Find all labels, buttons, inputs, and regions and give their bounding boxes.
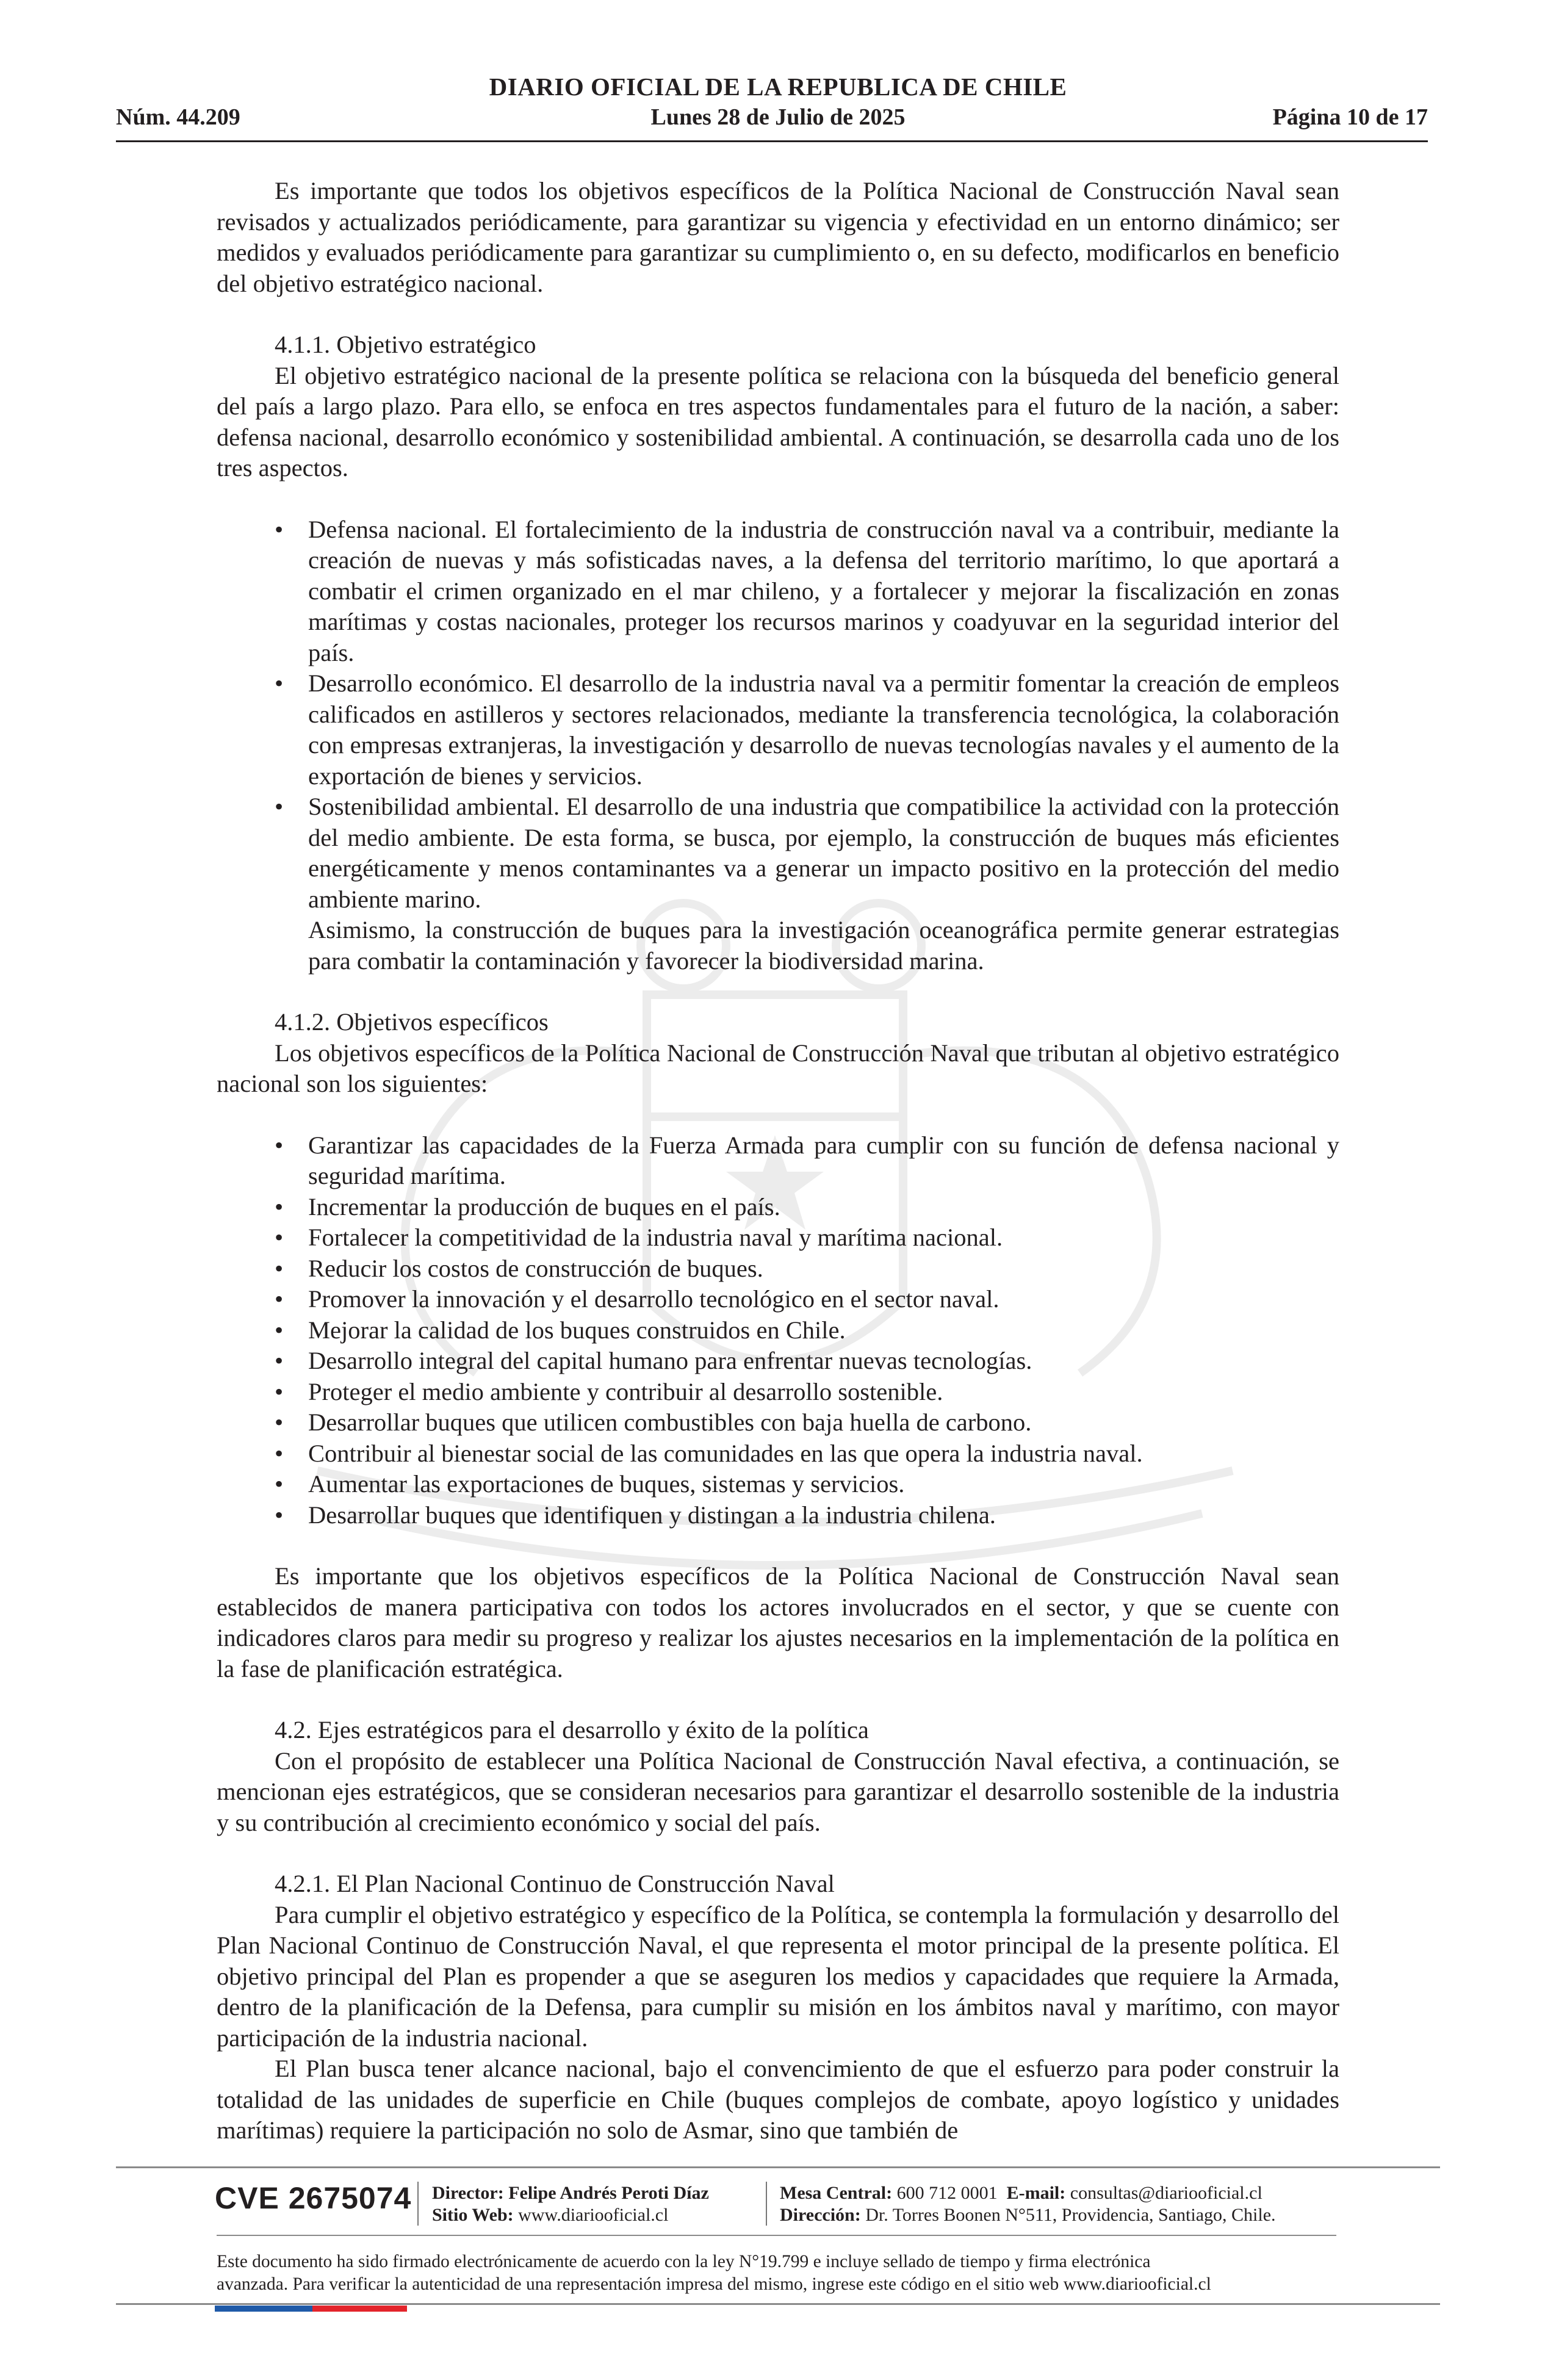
list-item-text: Garantizar las capacidades de la Fuerza Armada para cumplir con su función de defensa nacional y seguridad marítima. (308, 1131, 1339, 1189)
document-body (217, 176, 1339, 2146)
footer-divider (116, 2303, 1440, 2305)
list-item: • Desarrollar buques que utilicen combustibles con baja huella de carbono. (275, 1408, 1032, 1436)
address-value: Dr. Torres Boonen N°511, Providencia, Santiago, Chile. (865, 2205, 1276, 2225)
section-4-1-2-heading: 4.1.2. Objetivos específicos (275, 1008, 549, 1036)
list-item: • Proteger el medio ambiente y contribuir al desarrollo sostenible. (275, 1377, 943, 1405)
signature-notice (217, 2251, 1339, 2296)
list-item-text: Incrementar la producción de buques en el país. (308, 1192, 780, 1221)
email-label: E-mail: (1006, 2183, 1066, 2203)
section-4-1-1-paragraph: El objetivo estratégico nacional de la presente política se relaciona con la búsqueda del beneficio general del país a largo plazo. Para ello, se enfoca en tres aspectos fundamentales para el futuro de la nación, a saber: defensa nacional, desarrollo económico y sostenibilidad ambiental. A continuación, se desarrolla cada uno de los tres aspectos. (217, 361, 1339, 481)
gazette-title: DIARIO OFICIAL DE LA REPUBLICA DE CHILE (489, 73, 1067, 101)
list-item-text: Sostenibilidad ambiental. El desarrollo de una industria que compatibilice la actividad con la protección del medio ambiente. De esta forma, se busca, por ejemplo, la construcción de buques más eficientes energéticamente y menos contaminantes va a generar un impacto positivo en la protección del medio ambiente marino. (308, 793, 1339, 913)
list-item-text: Mejorar la calidad de los buques construidos en Chile. (308, 1316, 846, 1344)
address-label: Dirección: (780, 2205, 861, 2225)
list-item: • Defensa nacional. El fortalecimiento de la industria de construcción naval va a contribuir, mediante la creación de nuevas y más sofisticadas naves, a la defensa del territorio marítimo, lo que aportará a combatir el crimen organizado en el mar chileno, y a fortalecer y mejorar la fiscalización en zonas marítimas y costas nacionales, proteger los recursos marinos y coadyuvar en la seguridad interior del país. (275, 515, 1339, 666)
director-label: Director: (432, 2183, 504, 2203)
list-item: • Aumentar las exportaciones de buques, sistemas y servicios. (275, 1470, 905, 1498)
list-item: • Incrementar la producción de buques en el país. (275, 1192, 780, 1221)
section-4-1-1-heading: 4.1.1. Objetivo estratégico (275, 331, 536, 358)
list-item-text: Proteger el medio ambiente y contribuir al desarrollo sostenible. (308, 1377, 943, 1405)
specific-objectives-list (217, 1130, 1339, 1531)
list-item: • Desarrollo económico. El desarrollo de la industria naval va a permitir fomentar la creación de empleos calificados en astilleros y sectores relacionados, mediante la transferencia tecnológica, la colaboración con empresas extranjeras, la investigación y desarrollo de nuevas tecnologías navales y el aumento de la exportación de bienes y servicios. (275, 669, 1339, 790)
website-link[interactable]: www.diariooficial.cl (518, 2205, 669, 2225)
list-item: • Sostenibilidad ambiental. El desarrollo de una industria que compatibilice la actividad con la protección del medio ambiente. De esta forma, se busca, por ejemplo, la construcción de buques más eficientes energéticamente y menos contaminantes va a generar un impacto positivo en la protección del medio ambiente marino. (275, 793, 1339, 913)
signature-notice-line: avanzada. Para verificar la autenticidad de una representación impresa del mismo, ingrese este código en el sitio web www.diariooficial.cl (217, 2274, 1211, 2294)
list-item-text: Defensa nacional. El fortalecimiento de la industria de construcción naval va a contribuir, mediante la creación de nuevas y más sofisticadas naves, a la defensa del territorio marítimo, lo que aportará a combatir el crimen organizado en el mar chileno, y a fortalecer y mejorar la fiscalización en zonas marítimas y costas nacionales, proteger los recursos marinos y coadyuvar en la seguridad interior del país. (308, 515, 1339, 666)
list-item: • Promover la innovación y el desarrollo tecnológico en el sector naval. (275, 1285, 1000, 1313)
section-4-2-1-paragraph-1: Para cumplir el objetivo estratégico y específico de la Política, se contempla la formulación y desarrollo del Plan Nacional Continuo de Construcción Naval, el que representa el motor principal de la presente política. El objetivo principal del Plan es propender a que se aseguren los medios y capacidades que requiere la Armada, dentro de la planificación de la Defensa, para cumplir su misión en los ámbitos naval y marítimo, con mayor participación de la industria nacional. (217, 1900, 1339, 2052)
footer-divider (217, 2235, 1336, 2236)
cve-code: CVE 2675074 (215, 2181, 412, 2215)
section-4-2-1-paragraph-2: El Plan busca tener alcance nacional, bajo el convencimiento de que el esfuerzo para poder construir la totalidad de las unidades de superficie en Chile (buques complejos de combate, apoyo logístico y unidades marítimas) requiere la participación no solo de Asmar, sino que también de (217, 2055, 1339, 2144)
strategic-aspects-list (217, 514, 1339, 977)
list-item-text: Desarrollar buques que utilicen combustibles con baja huella de carbono. (308, 1408, 1032, 1436)
website-label: Sitio Web: (432, 2205, 514, 2225)
list-item-text: Aumentar las exportaciones de buques, sistemas y servicios. (308, 1470, 905, 1498)
header-divider (116, 140, 1428, 142)
list-item-text: Reducir los costos de construcción de buques. (308, 1254, 763, 1282)
page-indicator: Página 10 de 17 (1272, 104, 1428, 130)
list-item-text: Fortalecer la competitividad de la industria naval y marítima nacional. (308, 1224, 1003, 1251)
list-item-text: Promover la innovación y el desarrollo tecnológico en el sector naval. (308, 1285, 1000, 1313)
flag-stripe-red (312, 2306, 407, 2312)
list-item: • Mejorar la calidad de los buques construidos en Chile. (275, 1316, 846, 1344)
list-item-continuation (217, 915, 1339, 976)
footer-director-block (432, 2182, 709, 2226)
director-name: Felipe Andrés Peroti Díaz (508, 2183, 709, 2203)
intro-paragraph: Es importante que todos los objetivos específicos de la Política Nacional de Construcción Naval sean revisados y actualizados periódicamente, para garantizar su vigencia y efectividad en un entorno dinámico; ser medidos y evaluados periódicamente para garantizar su cumplimiento o, en su defecto, modificarlos en beneficio del objetivo estratégico nacional. (217, 177, 1339, 297)
email-link[interactable]: consultas@diariooficial.cl (1070, 2183, 1262, 2203)
section-4-2-heading: 4.2. Ejes estratégicos para el desarrollo y éxito de la política (275, 1716, 869, 1744)
footer-divider (116, 2166, 1440, 2168)
section-4-1-2-paragraph: Los objetivos específicos de la Política Nacional de Construcción Naval que tributan al objetivo estratégico nacional son los siguientes: (217, 1039, 1339, 1097)
list-item-text: Contribuir al bienestar social de las comunidades en las que opera la industria naval. (308, 1439, 1143, 1467)
list-item: • Desarrollo integral del capital humano para enfrentar nuevas tecnologías. (275, 1347, 1032, 1374)
issue-date: Lunes 28 de Julio de 2025 (650, 104, 906, 130)
footer-contact-block (780, 2182, 1276, 2226)
list-item-text: Desarrollo integral del capital humano para enfrentar nuevas tecnologías. (308, 1347, 1032, 1374)
issue-number: Núm. 44.209 (116, 104, 240, 130)
list-item: • Desarrollar buques que identifiquen y distingan a la industria chilena. (275, 1501, 996, 1529)
list-item-text: Desarrollo económico. El desarrollo de la industria naval va a permitir fomentar la creación de empleos calificados en astilleros y sectores relacionados, mediante la transferencia tecnológica, la colaboración con empresas extranjeras, la investigación y desarrollo de nuevas tecnologías navales y el aumento de la exportación de bienes y servicios. (308, 669, 1339, 790)
section-4-2-paragraph: Con el propósito de establecer una Política Nacional de Construcción Naval efectiva, a continuación, se mencionan ejes estratégicos, que se consideran necesarios para garantizar el desarrollo sostenible de la industria y su contribución al crecimiento económico y social del país. (217, 1747, 1339, 1836)
phone-label: Mesa Central: (780, 2183, 893, 2203)
section-4-2-1-heading: 4.2.1. El Plan Nacional Continuo de Construcción Naval (275, 1870, 835, 1897)
signature-notice-line: Este documento ha sido firmado electrónicamente de acuerdo con la ley N°19.799 e incluye sellado de tiempo y firma electrónica (217, 2252, 1151, 2271)
objectives-closing-paragraph: Es importante que los objetivos específicos de la Política Nacional de Construcción Naval sean establecidos de manera participativa con todos los actores involucrados en el sector, y que se cuente con indicadores claros para medir su progreso y realizar los ajustes necesarios en la implementación de la política en la fase de planificación estratégica. (217, 1562, 1339, 1682)
flag-stripe-blue (215, 2306, 312, 2312)
list-item-text: Desarrollar buques que identifiquen y distingan a la industria chilena. (308, 1501, 996, 1529)
list-item: • Garantizar las capacidades de la Fuerza Armada para cumplir con su función de defensa nacional y seguridad marítima. (275, 1131, 1339, 1189)
list-item: • Contribuir al bienestar social de las comunidades en las que opera la industria naval. (275, 1439, 1143, 1467)
phone-number: 600 712 0001 (896, 2183, 998, 2203)
footer-separator (417, 2182, 419, 2226)
list-item: • Fortalecer la competitividad de la industria naval y marítima nacional. (275, 1224, 1003, 1251)
list-item: • Reducir los costos de construcción de buques. (275, 1254, 763, 1282)
list-item-text: Asimismo, la construcción de buques para la investigación oceanográfica permite generar estrategias para combatir la contaminación y favorecer la biodiversidad marina. (308, 916, 1339, 975)
footer-separator (766, 2182, 767, 2226)
